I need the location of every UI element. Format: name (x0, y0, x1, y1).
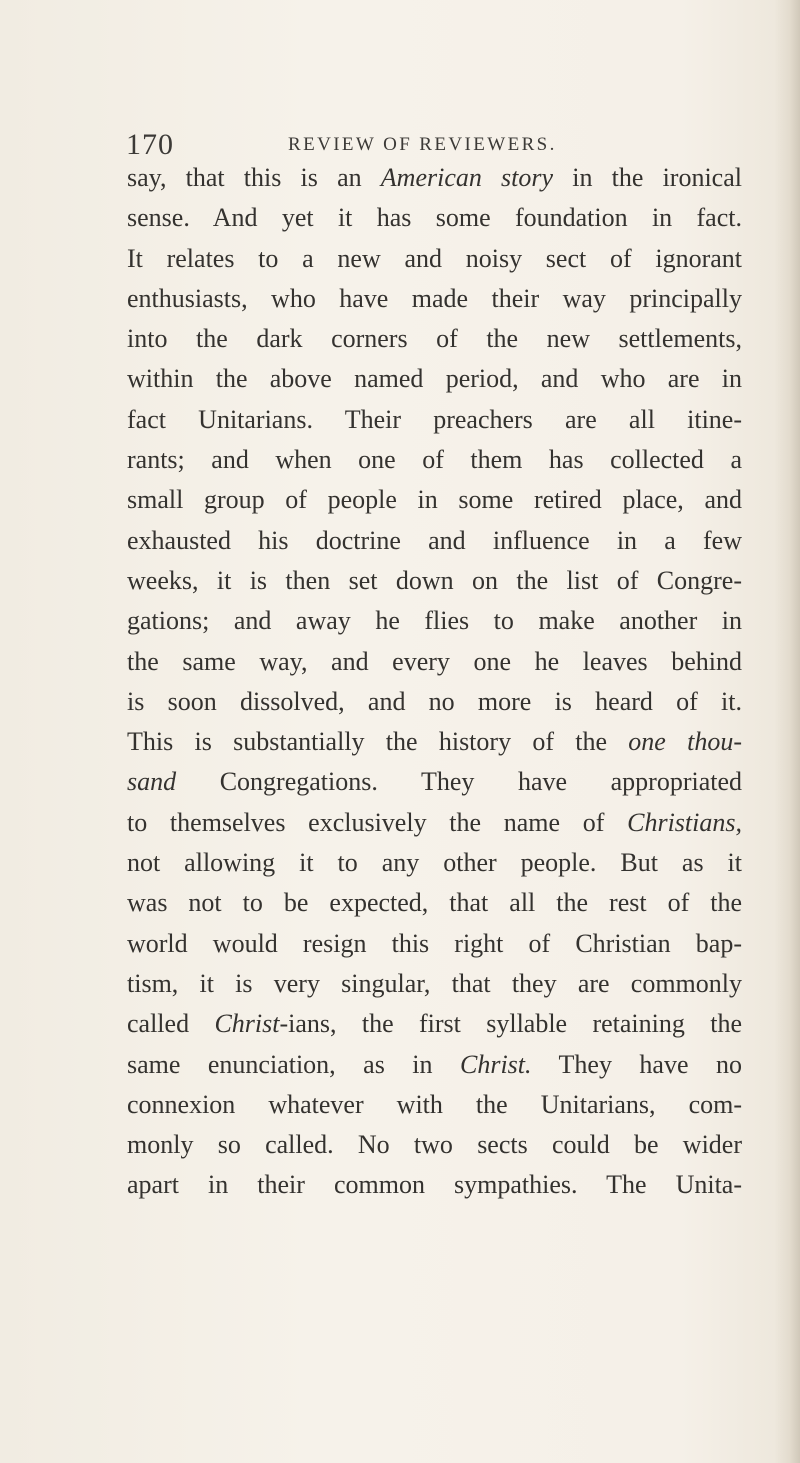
body-text (127, 158, 742, 1206)
text-line: same enunciation, as in Christ. They have no (127, 1049, 742, 1079)
text-line: within the above named period, and who are in (127, 364, 742, 394)
text-line: fact Unitarians. Their preachers are all itine- (127, 404, 742, 434)
text-line: It relates to a new and noisy sect of ignorant (127, 243, 742, 273)
text-line: called Christ-ians, the first syllable retaining the (127, 1009, 742, 1039)
text-line: monly so called. No two sects could be wider (127, 1130, 742, 1160)
text-line: world would resign this right of Christian bap- (127, 928, 742, 958)
text-line: gations; and away he flies to make another in (127, 606, 742, 636)
text-line: connexion whatever with the Unitarians, com- (127, 1089, 742, 1119)
page-number: 170 (126, 128, 174, 161)
page-edge-shadow (774, 0, 800, 1463)
text-line: the same way, and every one he leaves behind (127, 646, 742, 676)
text-line: This is substantially the history of the one thou- (127, 727, 742, 757)
text-line: weeks, it is then set down on the list of Congre- (127, 565, 742, 595)
text-line: tism, it is very singular, that they are commonly (127, 968, 742, 998)
text-line: sense. And yet it has some foundation in fact. (127, 203, 742, 233)
text-line: is soon dissolved, and no more is heard of it. (127, 686, 742, 716)
running-head: REVIEW OF REVIEWERS. (288, 134, 557, 155)
text-line: small group of people in some retired place, and (127, 485, 742, 515)
text-line: exhausted his doctrine and influence in a few (127, 525, 742, 555)
text-line: say, that this is an American story in the ironical (127, 163, 742, 192)
text-line: rants; and when one of them has collected a (127, 445, 742, 475)
text-line: apart in their common sympathies. The Unita- (127, 1170, 742, 1200)
text-line: was not to be expected, that all the rest of the (127, 888, 742, 918)
text-line: sand Congregations. They have appropriated (127, 767, 742, 797)
text-line: not allowing it to any other people. But as it (127, 848, 742, 878)
text-line: into the dark corners of the new settlements, (127, 324, 742, 354)
text-line: to themselves exclusively the name of Christians, (127, 807, 742, 837)
text-line: enthusiasts, who have made their way principally (127, 283, 742, 313)
